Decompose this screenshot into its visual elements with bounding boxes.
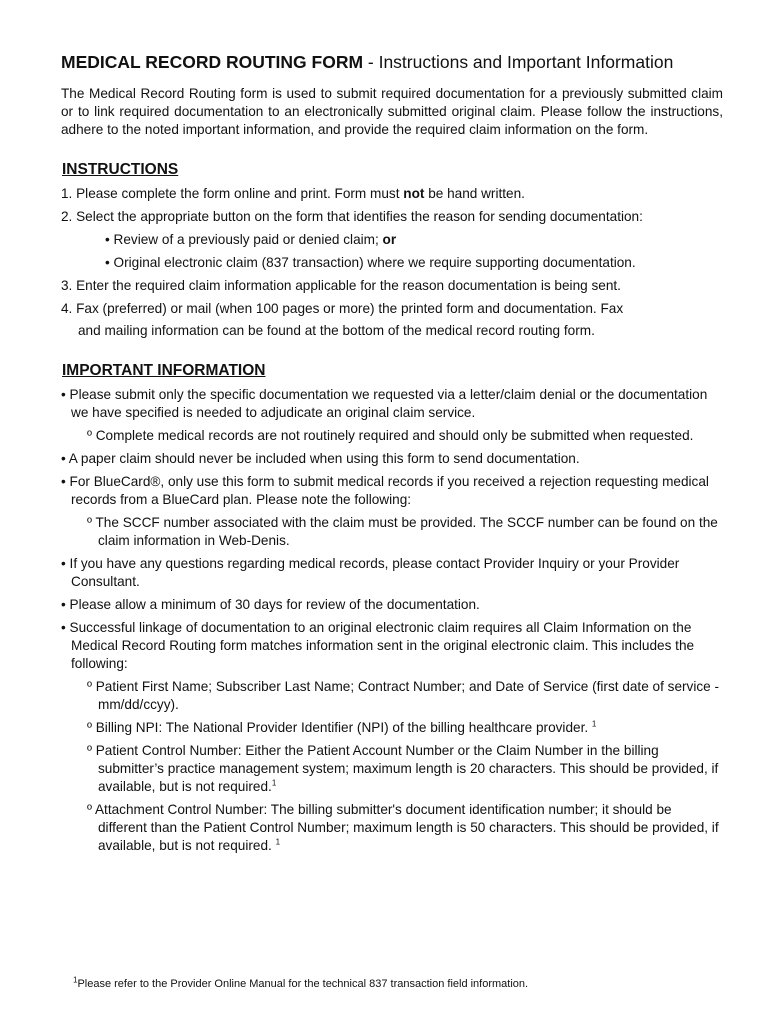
important-item-6-sub-2: º Billing NPI: The National Provider Identifier (NPI) of the billing healthcare provider. $^1$ [87,719,597,735]
footnote-ref: 1 [275,837,281,847]
important-heading: IMPORTANT INFORMATION [62,362,266,379]
instruction-item-2: 2. Select the appropriate button on the form that identifies the reason for sending documentation: [61,209,643,224]
important-item-1-sub: º Complete medical records are not routinely required and should only be submitted when requested. [87,428,694,443]
instruction-item-2-bullet-2: • Original electronic claim (837 transaction) where we require supporting documentation. [105,255,636,270]
important-item-3-sub: º The SCCF number associated with the claim must be provided. The SCCF number can be found on the claim information in Web-Denis. [87,515,718,548]
instruction-item-4-line-1: 4. Fax (preferred) or mail (when 100 pages or more) the printed form and documentation. Fax [61,301,624,316]
important-item-1: • Please submit only the specific documentation we requested via a letter/claim denial or the documentation we have specified is needed to adjudicate an original claim service. [61,387,708,420]
instruction-item-4-line-2: and mailing information can be found at the bottom of the medical record routing form. [78,323,595,338]
instruction-item-2-bullet-1: • Review of a previously paid or denied claim; or [105,232,397,247]
instruction-item-1: 1. Please complete the form online and print. Form must not be hand written. [61,186,525,201]
title-rest: - Instructions and Important Information [363,52,674,72]
title-bold: MEDICAL RECORD ROUTING FORM [61,52,364,72]
important-item-6-sub-4: º Attachment Control Number: The billing submitter's document identification number; it should be different than the Patient Control Number; maximum length is 50 characters. This should be provided, if available, but is not required. $^1$ [87,802,719,853]
important-item-6: • Successful linkage of documentation to an original electronic claim requires all Claim Information on the Medical Record Routing form matches information sent in the original electronic claim. This includes the following: [61,620,695,671]
footnote-ref: 1 [591,719,597,729]
instructions-list [61,185,723,340]
intro-paragraph: The Medical Record Routing form is used to submit required documentation for a previously submitted claim or to link required documentation to an electronically submitted original claim. Please follow the instructions, adhere to the noted important information, and provide the required claim information on the form. [61,86,723,137]
important-item-4: • If you have any questions regarding medical records, please contact Provider Inquiry or your Provider Consultant. [61,556,680,589]
instruction-item-3: 3. Enter the required claim information applicable for the reason documentation is being sent. [61,278,621,293]
important-item-5: • Please allow a minimum of 30 days for review of the documentation. [61,597,480,612]
footnote [73,975,529,990]
footnote-ref: 1 [271,778,277,788]
footnote-mark: 1 [73,975,78,985]
important-item-3: • For BlueCard®, only use this form to submit medical records if you received a rejection requesting medical records from a BlueCard plan. Please note the following: [61,474,709,507]
page-title [61,52,723,73]
important-item-6-sub-1: º Patient First Name; Subscriber Last Name; Contract Number; and Date of Service (first date of service - mm/dd/ccyy). [87,679,720,712]
document-page [61,52,723,860]
important-item-2: • A paper claim should never be included when using this form to send documentation. [61,451,580,466]
footnote-text: Please refer to the Provider Online Manual for the technical 837 transaction field information. [77,978,529,990]
important-item-6-sub-3: º Patient Control Number: Either the Patient Account Number or the Claim Number in the billing submitter’s practice management system; maximum length is 20 characters. This should be provided, if available, but is not required.$^1$ [87,743,719,794]
instructions-heading: INSTRUCTIONS [62,161,179,178]
important-list [61,386,723,855]
